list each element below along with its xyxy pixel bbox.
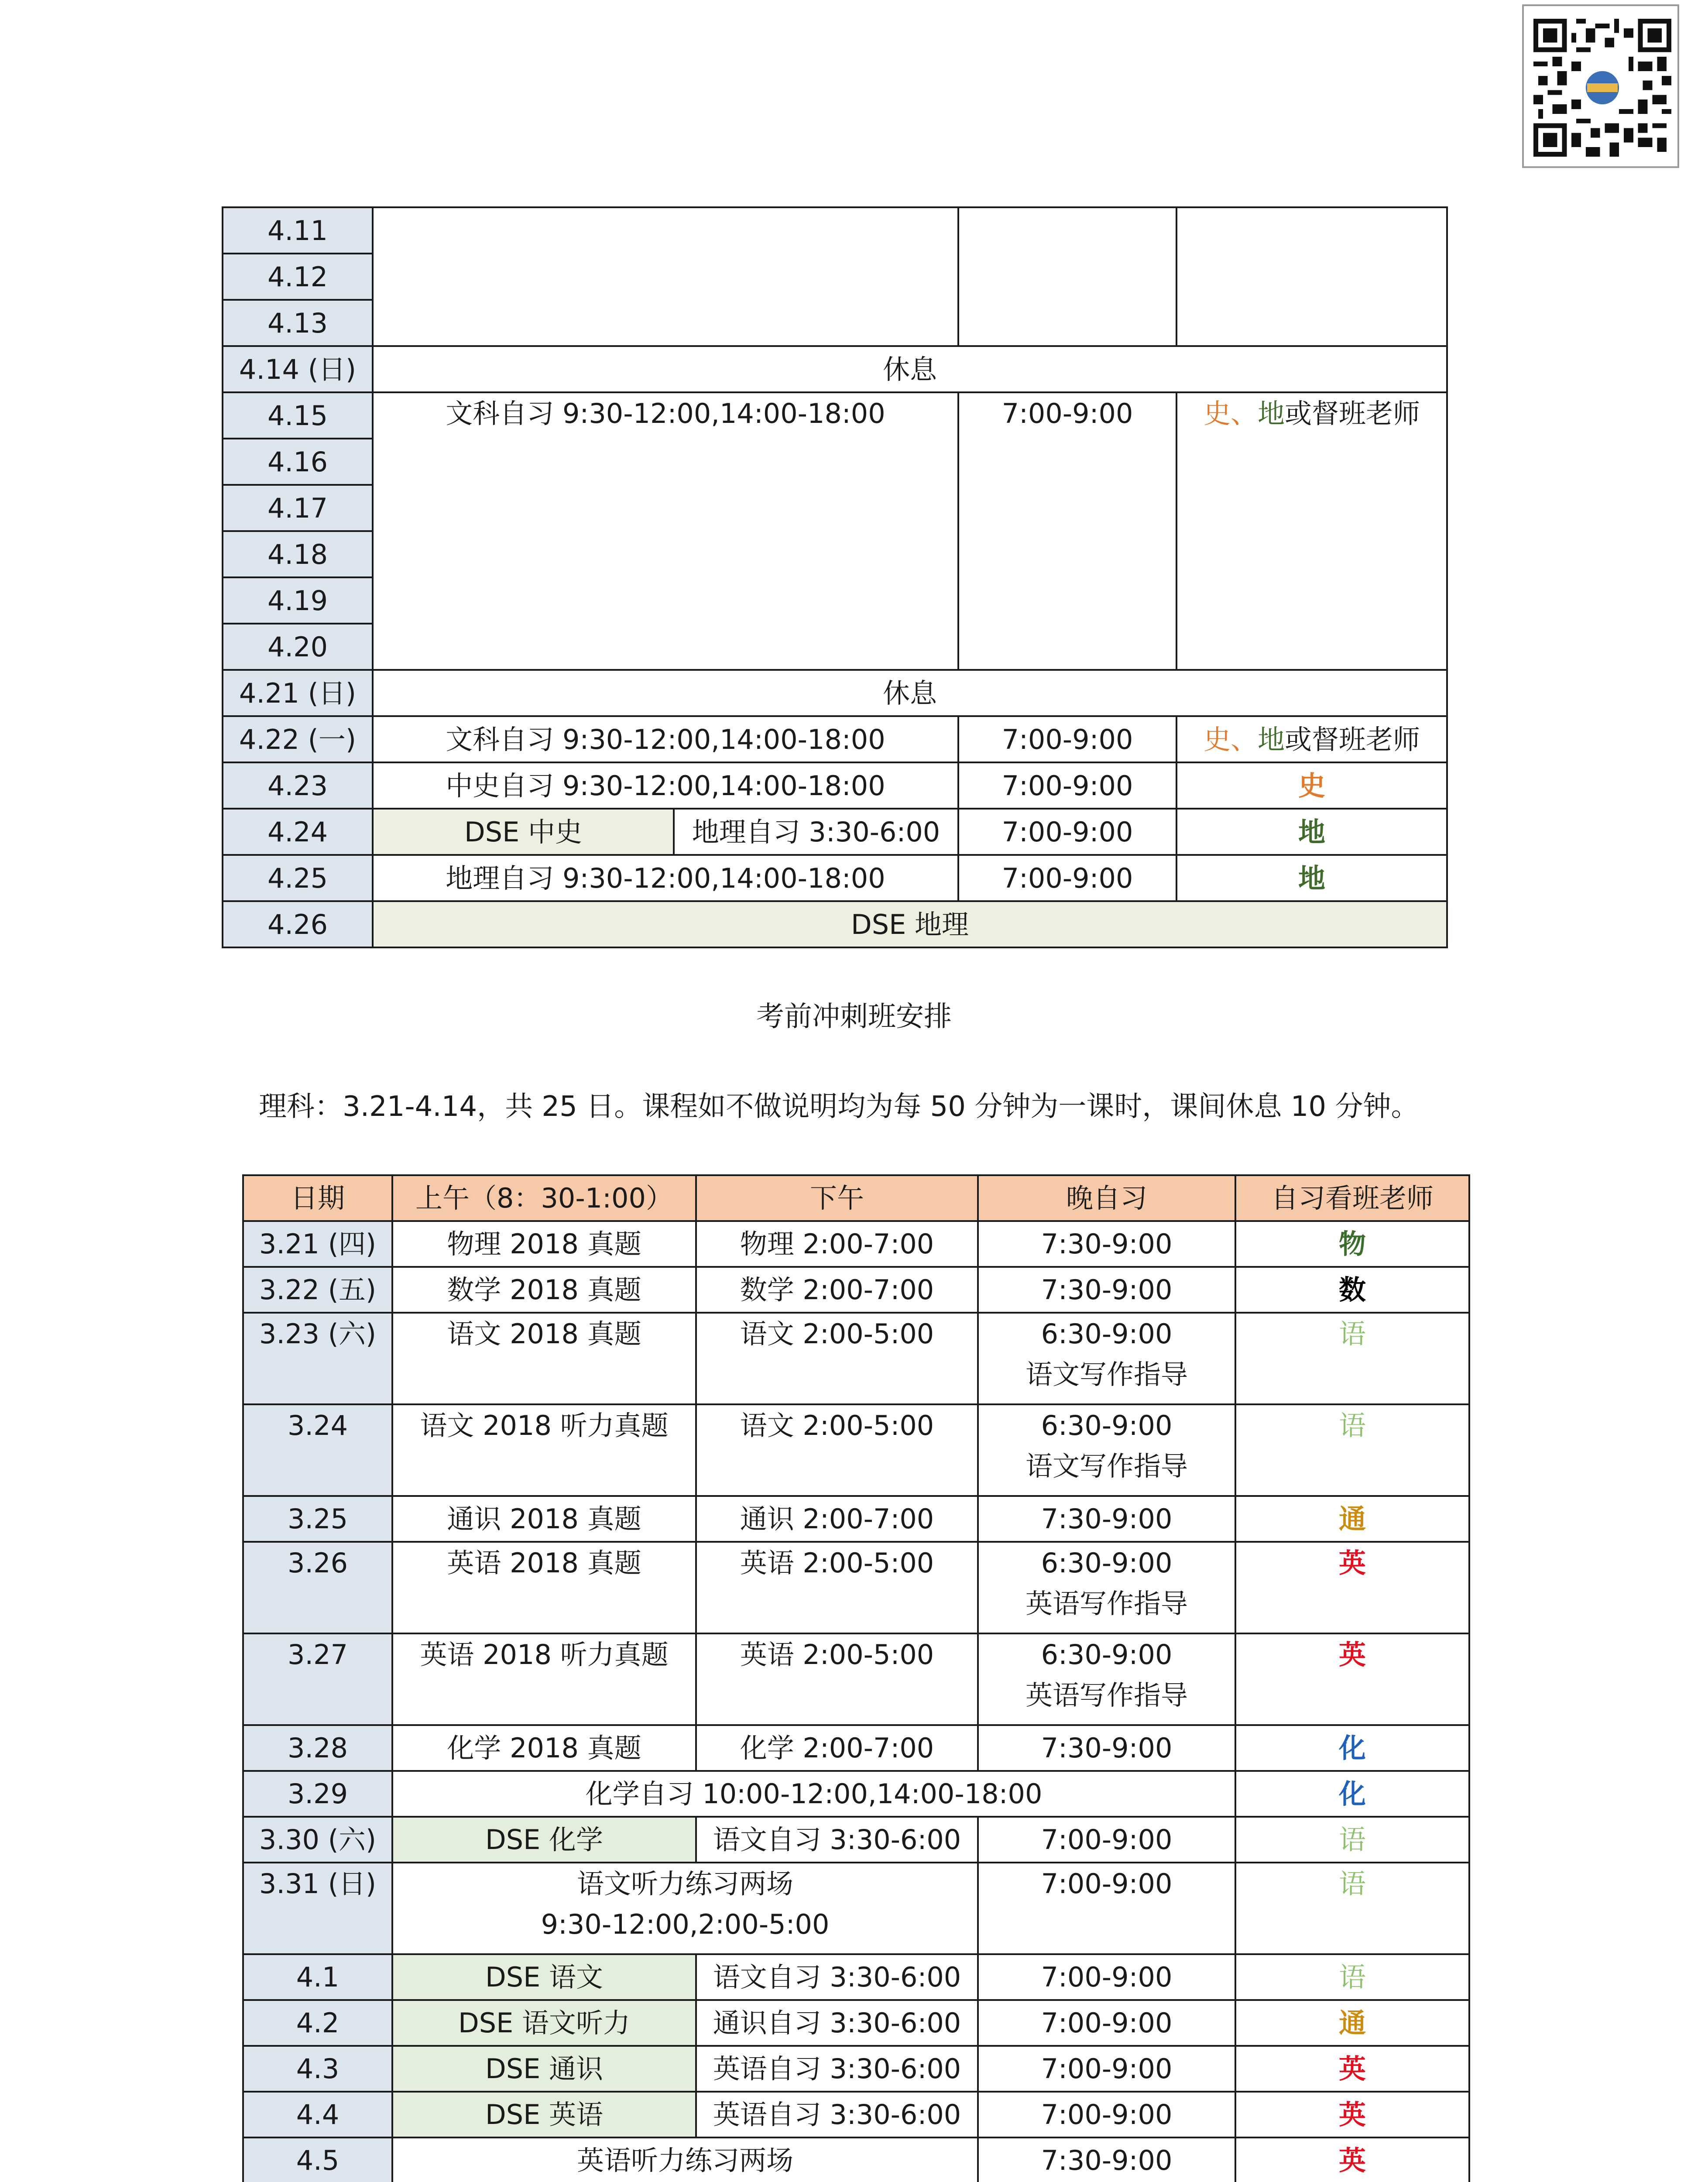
afternoon-cell: 地理自习 3:30-6:00: [674, 809, 958, 855]
header-date: 日期: [243, 1175, 392, 1221]
session-cell: 文科自习 9:30-12:00,14:00-18:00: [373, 392, 958, 670]
date-cell: 4.16: [223, 439, 373, 485]
date-cell: 4.19: [223, 577, 373, 624]
evening-cell: 7:00-9:00: [978, 2092, 1235, 2137]
teacher-cell: 语: [1235, 1817, 1469, 1863]
table-header-row: [243, 1175, 1469, 1221]
date-cell: 4.12: [223, 254, 373, 300]
date-cell: 4.25: [223, 855, 373, 901]
qr-code-graphic: [1533, 16, 1671, 160]
teacher-history: 史: [1203, 723, 1231, 755]
evening-cell: [978, 1633, 1235, 1725]
teacher-cell: 地: [1176, 809, 1447, 855]
date-cell: 4.26: [223, 901, 373, 947]
exam-cell: DSE 语文: [392, 1954, 696, 2000]
afternoon-cell: 语文 2:00-5:00: [696, 1404, 978, 1496]
date-cell: 3.31 (日): [243, 1863, 392, 1954]
date-cell: 4.2: [243, 2000, 392, 2046]
afternoon-cell: 英语自习 3:30-6:00: [696, 2092, 978, 2137]
afternoon-cell: 数学 2:00-7:00: [696, 1267, 978, 1313]
evening-cell: 7:00-9:00: [978, 1863, 1235, 1954]
session-title: 语文听力练习两场: [576, 1868, 793, 1900]
afternoon-cell: 英语 2:00-5:00: [696, 1633, 978, 1725]
teacher-cell: 化: [1235, 1771, 1469, 1817]
exam-cell: DSE 通识: [392, 2046, 696, 2092]
qr-code-icon: [1522, 4, 1679, 168]
evening-cell: [978, 1404, 1235, 1496]
schedule-note: 理科：3.21-4.14，共 25 日。课程如不做说明均为每 50 分钟为一课时，课间休息 10 分钟。: [259, 1091, 1419, 1123]
rest-cell: 休息: [373, 346, 1447, 392]
date-cell: 4.11: [223, 207, 373, 254]
separator: 、: [1230, 723, 1258, 755]
table-row: [223, 716, 1447, 762]
table-row: [243, 1313, 1469, 1404]
morning-cell: 语文 2018 听力真题: [392, 1404, 696, 1496]
table-row: [243, 1771, 1469, 1817]
evening-activity: 语文写作指导: [1025, 1359, 1188, 1390]
date-cell: 4.20: [223, 624, 373, 670]
morning-cell: 英语 2018 听力真题: [392, 1633, 696, 1725]
table-row: [243, 1542, 1469, 1633]
date-cell: 4.14 (日): [223, 346, 373, 392]
morning-cell: 化学 2018 真题: [392, 1725, 696, 1771]
date-cell: 4.1: [243, 1954, 392, 2000]
table-row: [243, 1221, 1469, 1267]
date-cell: 4.18: [223, 531, 373, 577]
empty-cell: [1176, 207, 1447, 346]
teacher-supervisor: 或督班老师: [1285, 398, 1420, 429]
evening-cell: [978, 1313, 1235, 1404]
date-cell: 4.3: [243, 2046, 392, 2092]
date-cell: 4.22 (一): [223, 716, 373, 762]
date-cell: 4.23: [223, 762, 373, 809]
table-row: [223, 207, 1447, 254]
evening-cell: 7:00-9:00: [978, 2000, 1235, 2046]
teacher-geo: 地: [1258, 723, 1285, 755]
teacher-cell: 英: [1235, 2046, 1469, 2092]
table-row: [243, 1633, 1469, 1725]
evening-cell: 7:30-9:00: [978, 1496, 1235, 1542]
empty-cell: [373, 207, 958, 346]
header-afternoon: 下午: [696, 1175, 978, 1221]
teacher-cell: 化: [1235, 1725, 1469, 1771]
evening-cell: 7:00-9:00: [958, 809, 1176, 855]
evening-activity: 英语写作指导: [1025, 1588, 1188, 1619]
teacher-cell: [1176, 392, 1447, 670]
evening-cell: 7:30-9:00: [978, 1725, 1235, 1771]
evening-cell: 7:00-9:00: [958, 762, 1176, 809]
table-row: [243, 1404, 1469, 1496]
table-row: [243, 1267, 1469, 1313]
schedule-table-arts: [222, 206, 1448, 948]
table-row: [223, 901, 1447, 947]
table-row: [243, 2046, 1469, 2092]
evening-cell: 7:30-9:00: [978, 1267, 1235, 1313]
table-row: [243, 1725, 1469, 1771]
date-cell: 4.13: [223, 300, 373, 346]
date-cell: 4.24: [223, 809, 373, 855]
afternoon-cell: 英语 2:00-5:00: [696, 1542, 978, 1633]
header-evening: 晚自习: [978, 1175, 1235, 1221]
teacher-cell: 英: [1235, 2137, 1469, 2182]
evening-cell: 7:00-9:00: [958, 855, 1176, 901]
exam-cell: DSE 语文听力: [392, 2000, 696, 2046]
date-cell: 3.25: [243, 1496, 392, 1542]
exam-cell: DSE 地理: [373, 901, 1447, 947]
evening-cell: 7:00-9:00: [958, 716, 1176, 762]
afternoon-cell: 语文 2:00-5:00: [696, 1313, 978, 1404]
teacher-cell: 数: [1235, 1267, 1469, 1313]
teacher-cell: 英: [1235, 2092, 1469, 2137]
session-time: 9:30-12:00,2:00-5:00: [541, 1908, 830, 1940]
schedule-table-science: [242, 1174, 1470, 2182]
evening-activity: 英语写作指导: [1025, 1679, 1188, 1711]
teacher-cell: 语: [1235, 1404, 1469, 1496]
header-teacher: 自习看班老师: [1235, 1175, 1469, 1221]
date-cell: 3.30 (六): [243, 1817, 392, 1863]
date-cell: 4.17: [223, 485, 373, 531]
session-cell: [392, 1863, 978, 1954]
exam-cell: DSE 化学: [392, 1817, 696, 1863]
evening-time: 6:30-9:00: [1041, 1410, 1173, 1441]
rest-cell: 休息: [373, 670, 1447, 716]
table-row: [223, 855, 1447, 901]
afternoon-cell: 语文自习 3:30-6:00: [696, 1817, 978, 1863]
table-row: [243, 1496, 1469, 1542]
teacher-supervisor: 或督班老师: [1285, 723, 1420, 755]
date-cell: 3.27: [243, 1633, 392, 1725]
section-title: 考前冲刺班安排: [756, 1001, 952, 1033]
date-cell: 3.24: [243, 1404, 392, 1496]
afternoon-cell: 语文自习 3:30-6:00: [696, 1954, 978, 2000]
teacher-cell: 通: [1235, 2000, 1469, 2046]
table-row: [243, 1954, 1469, 2000]
morning-cell: 数学 2018 真题: [392, 1267, 696, 1313]
table-row: [243, 1863, 1469, 1954]
session-cell: 中史自习 9:30-12:00,14:00-18:00: [373, 762, 958, 809]
table-row: [223, 670, 1447, 716]
evening-cell: 7:30-9:00: [978, 2137, 1235, 2182]
date-cell: 4.21 (日): [223, 670, 373, 716]
teacher-cell: 语: [1235, 1313, 1469, 1404]
date-cell: 3.26: [243, 1542, 392, 1633]
session-cell: 地理自习 9:30-12:00,14:00-18:00: [373, 855, 958, 901]
afternoon-cell: 英语自习 3:30-6:00: [696, 2046, 978, 2092]
evening-time: 6:30-9:00: [1041, 1639, 1173, 1671]
teacher-cell: [1176, 716, 1447, 762]
teacher-cell: 英: [1235, 1633, 1469, 1725]
date-cell: 3.28: [243, 1725, 392, 1771]
morning-cell: 物理 2018 真题: [392, 1221, 696, 1267]
morning-cell: 英语 2018 真题: [392, 1542, 696, 1633]
date-cell: 4.5: [243, 2137, 392, 2182]
teacher-history: 史: [1203, 398, 1231, 429]
table-row: [243, 2092, 1469, 2137]
exam-cell: DSE 中史: [373, 809, 674, 855]
date-cell: 4.4: [243, 2092, 392, 2137]
table-row: [243, 2000, 1469, 2046]
afternoon-cell: 通识 2:00-7:00: [696, 1496, 978, 1542]
afternoon-cell: 通识自习 3:30-6:00: [696, 2000, 978, 2046]
evening-cell: [978, 1542, 1235, 1633]
afternoon-cell: 化学 2:00-7:00: [696, 1725, 978, 1771]
teacher-geo: 地: [1258, 398, 1285, 429]
teacher-cell: 语: [1235, 1863, 1469, 1954]
morning-cell: 通识 2018 真题: [392, 1496, 696, 1542]
empty-cell: [958, 207, 1176, 346]
afternoon-cell: 物理 2:00-7:00: [696, 1221, 978, 1267]
teacher-cell: 物: [1235, 1221, 1469, 1267]
session-cell: 化学自习 10:00-12:00,14:00-18:00: [392, 1771, 1235, 1817]
table-row: [223, 809, 1447, 855]
exam-cell: DSE 英语: [392, 2092, 696, 2137]
table-row: [223, 762, 1447, 809]
separator: 、: [1230, 398, 1258, 429]
session-cell: 英语听力练习两场: [392, 2137, 978, 2182]
teacher-cell: 语: [1235, 1954, 1469, 2000]
date-cell: 4.15: [223, 392, 373, 439]
table-row: [243, 1817, 1469, 1863]
evening-cell: 7:00-9:00: [978, 1954, 1235, 2000]
evening-time: 6:30-9:00: [1041, 1318, 1173, 1350]
evening-time: 6:30-9:00: [1041, 1547, 1173, 1579]
date-cell: 3.29: [243, 1771, 392, 1817]
teacher-cell: 英: [1235, 1542, 1469, 1633]
date-cell: 3.21 (四): [243, 1221, 392, 1267]
table-row: [223, 346, 1447, 392]
date-cell: 3.22 (五): [243, 1267, 392, 1313]
teacher-cell: 史: [1176, 762, 1447, 809]
morning-cell: 语文 2018 真题: [392, 1313, 696, 1404]
evening-activity: 语文写作指导: [1025, 1450, 1188, 1482]
evening-cell: 7:00-9:00: [958, 392, 1176, 670]
table-row: [243, 2137, 1469, 2182]
evening-cell: 7:30-9:00: [978, 1221, 1235, 1267]
header-morning: 上午（8：30-1:00）: [392, 1175, 696, 1221]
date-cell: 3.23 (六): [243, 1313, 392, 1404]
teacher-cell: 地: [1176, 855, 1447, 901]
evening-cell: 7:00-9:00: [978, 1817, 1235, 1863]
evening-cell: 7:00-9:00: [978, 2046, 1235, 2092]
session-cell: 文科自习 9:30-12:00,14:00-18:00: [373, 716, 958, 762]
teacher-cell: 通: [1235, 1496, 1469, 1542]
table-row: [223, 392, 1447, 439]
